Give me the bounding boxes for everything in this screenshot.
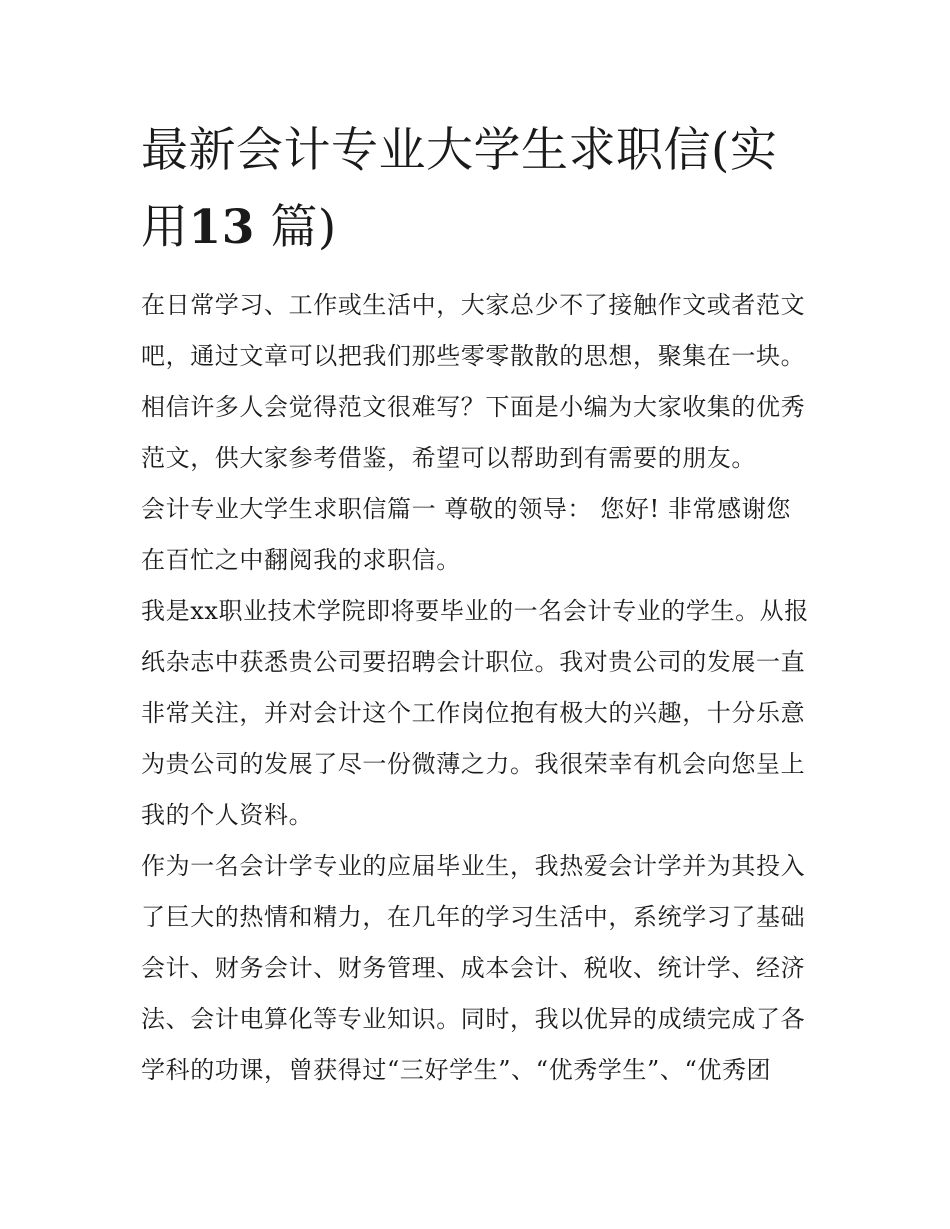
- title-number: 13: [188, 200, 255, 255]
- self-introduction-paragraph: 我是xx职业技术学院即将要毕业的一名会计专业的学生。从报纸杂志中获悉贵公司要招聘会计职位。我对贵公司的发展一直非常关注，并对会计这个工作岗位抱有极大的兴趣，十分乐意为贵公司的发展了尽一份微薄之力。我很荣幸有机会向您呈上我的个人资料。: [141, 597, 809, 829]
- document-title: [141, 112, 813, 266]
- intro-paragraph: 在日常学习、工作或生活中，大家总少不了接触作文或者范文吧，通过文章可以把我们那些零零散散的思想，聚集在一块。相信许多人会觉得范文很难写？下面是小编为大家收集的优秀范文，供大家参考借鉴，希望可以帮助到有需要的朋友。: [141, 291, 806, 472]
- education-paragraph: 作为一名会计学专业的应届毕业生，我热爱会计学并为其投入了巨大的热情和精力，在几年的学习生活中，系统学习了基础会计、财务会计、财务管理、成本会计、税收、统计学、经济法、会计电算化等专业知识。同时，我以优异的成绩完成了各学科的功课，曾获得过“三好学生”、“优秀学生”、“优秀团: [141, 852, 806, 1084]
- title-text-part1: 最新会计专业大学生求职信(实用: [141, 123, 778, 255]
- title-text-part2: 篇): [270, 200, 337, 255]
- salutation-paragraph: 会计专业大学生求职信篇一 尊敬的领导： 您好! 非常感谢您在百忙之中翻阅我的求职信。: [141, 495, 791, 574]
- document-page: [141, 112, 813, 1096]
